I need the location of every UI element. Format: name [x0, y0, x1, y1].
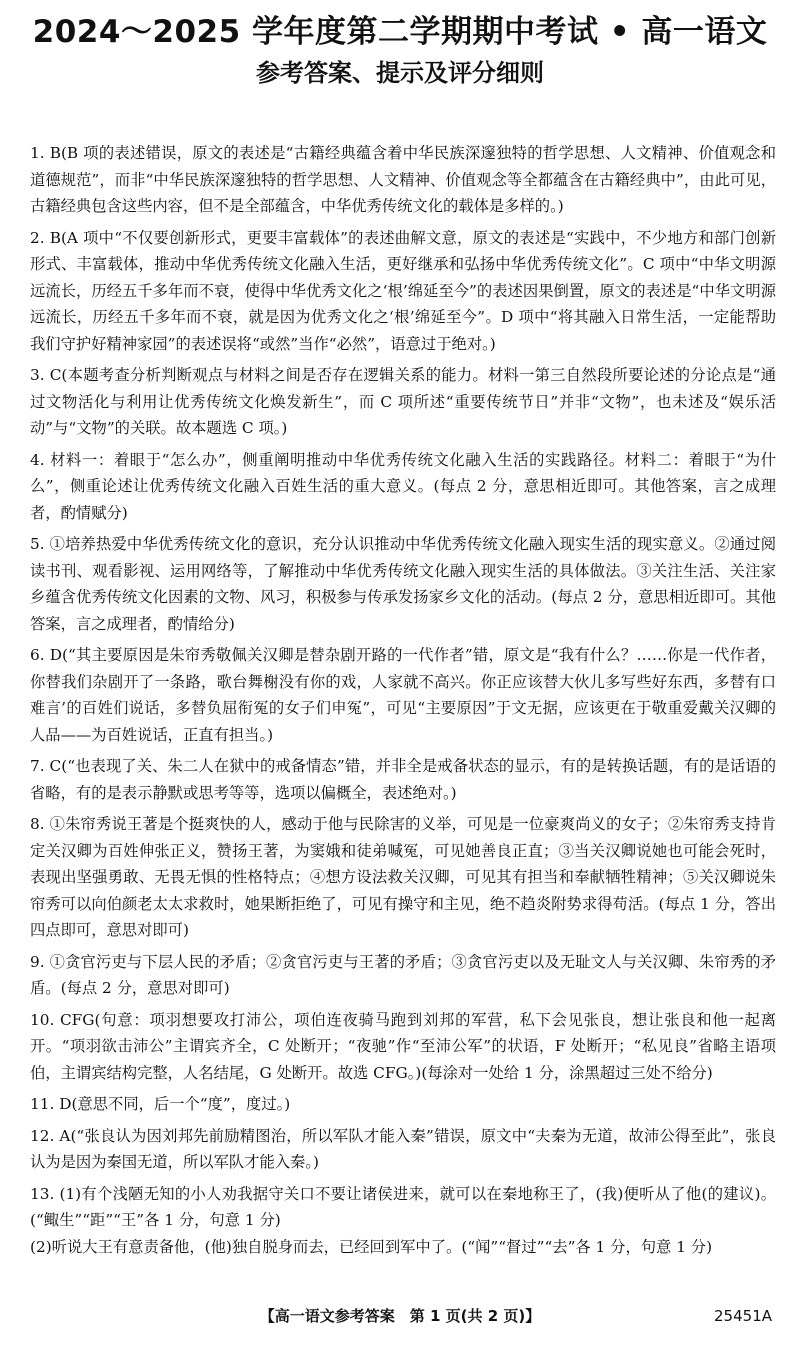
- answer-text: 6. D(“其主要原因是朱帘秀敬佩关汉卿是替杂剧开路的一代作者”错，原文是“我有什么？……你是一代作者，你替我们杂剧开了一条路，歌台舞榭没有你的戏，人家就不高兴。你正应该替大伙儿多写些好东西，多替有口难言’的百姓们说话，多替负屈衔冤的女子们申冤”，可见“主要原因”于文无据，应该更在于敬重爱戴关汉卿的人品——为百姓说话，正直有担当。): [30, 646, 776, 744]
- answer-item-11: [30, 1091, 776, 1118]
- answer-text: 5. ①培养热爱中华优秀传统文化的意识，充分认识推动中华优秀传统文化融入现实生活的现实意义。②通过阅读书刊、观看影视、运用网络等，了解推动中华优秀传统文化融入现实生活的具体做法。③关注生活、关注家乡蕴含优秀传统文化因素的文物、风习，积极参与传承发扬家乡文化的活动。(每点 2 分，意思相近即可。其他答案，言之成理者，酌情给分): [30, 535, 776, 633]
- answer-text: 1. B(B 项的表述错误，原文的表述是“古籍经典蕴含着中华民族深邃独特的哲学思想、人文精神、价值观念和道德规范”，而非“中华民族深邃独特的哲学思想、人文精神、价值观念等全都蕴含在古籍经典中”，由此可见，古籍经典包含这些内容，但不是全部蕴含，中华优秀传统文化的载体是多样的。): [30, 144, 776, 215]
- answer-text: 12. A(“张良认为因刘邦先前励精图治，所以军队才能入秦”错误，原文中“夫秦为无道，故沛公得至此”，张良认为是因为秦国无道，所以军队才能入秦。): [30, 1126, 776, 1171]
- answer-text: 10. CFG(句意：项羽想要攻打沛公，项伯连夜骑马跑到刘邦的军营，私下会见张良，想让张良和他一起离开。“项羽欲击沛公”主谓宾齐全，C 处断开；“夜驰”作“至沛公军”的状语，F 处断开；“私见良”省略主语项伯，主谓宾结构完整，人名结尾，G 处断开。故选 CFG。)(每涂对一处给 1 分，涂黑超过三处不给分): [30, 1010, 776, 1082]
- answer-item-4: [30, 447, 776, 527]
- answer-text: 11. D(意思不同，后一个“度”，度过。): [30, 1095, 291, 1113]
- answer-item-12: [30, 1123, 776, 1176]
- answer-text: 13. (1)有个浅陋无知的小人劝我据守关口不要让诸侯进来，就可以在秦地称王了，(我)便听从了他(的建议)。(“鲰生”“距”“王”各 1 分，句意 1 分): [30, 1184, 776, 1229]
- answer-list: [30, 140, 776, 1265]
- page-subtitle: 参考答案、提示及评分细则: [256, 59, 544, 87]
- answer-text: 8. ①朱帘秀说王著是个挺爽快的人，感动于他与民除害的义举，可见是一位豪爽尚义的女子；②朱帘秀支持肯定关汉卿为百姓伸张正义，赞扬王著，为窦娥和徒弟喊冤，可见她善良正直；③当关汉卿说她也可能会死时，表现出坚强勇敢、无畏无惧的性格特点；④想方设法救关汉卿，可见其有担当和奉献牺牲精神；⑤关汉卿说朱帘秀可以向伯颜老太太求救时，她果断拒绝了，可见有操守和主见，绝不趋炎附势求得苟活。(每点 1 分，答出四点即可，意思对即可): [30, 815, 776, 939]
- page-footer: [0, 1303, 800, 1329]
- footer-page-label: 【高一语文参考答案 第 1 页(共 2 页)】: [259, 1307, 541, 1325]
- answer-item-13: [30, 1181, 776, 1261]
- answer-item-8: [30, 811, 776, 944]
- footer-code: 25451A: [714, 1307, 772, 1325]
- answer-text: 9. ①贪官污吏与下层人民的矛盾；②贪官污吏与王著的矛盾；③贪官污吏以及无耻文人与关汉卿、朱帘秀的矛盾。(每点 2 分，意思对即可): [30, 952, 776, 997]
- answer-item-1: [30, 140, 776, 220]
- page-title: 2024～2025 学年度第二学期期中考试 • 高一语文: [32, 14, 768, 50]
- answer-subtext: (2)听说大王有意责备他，(他)独自脱身而去，已经回到军中了。(“闻”“督过”“去”各 1 分，句意 1 分): [30, 1237, 713, 1256]
- answer-text: 7. C(“也表现了关、朱二人在狱中的戒备情态”错，并非全是戒备状态的显示，有的是转换话题，有的是话语的省略，有的是表示静默或思考等等，选项以偏概全，表述绝对。): [30, 757, 776, 802]
- answer-item-5: [30, 531, 776, 637]
- answer-item-7: [30, 753, 776, 806]
- answer-item-9: [30, 949, 776, 1002]
- answer-text: 4. 材料一：着眼于“怎么办”，侧重阐明推动中华优秀传统文化融入生活的实践路径。材料二：着眼于“为什么”，侧重论述让优秀传统文化融入百姓生活的重大意义。(每点 2 分，意思相近即可。其他答案，言之成理者，酌情赋分): [30, 450, 776, 522]
- answer-item-3: [30, 362, 776, 442]
- answer-item-10: [30, 1007, 776, 1087]
- answer-item-2: [30, 225, 776, 358]
- answer-item-6: [30, 642, 776, 748]
- answer-text: 3. C(本题考查分析判断观点与材料之间是否存在逻辑关系的能力。材料一第三自然段所要论述的分论点是“通过文物活化与利用让优秀传统文化焕发新生”，而 C 项所述“重要传统节日”并非“文物”，也未述及“娱乐活动”与“文物”的关联。故本题选 C 项。): [30, 366, 776, 437]
- answer-text: 2. B(A 项中“不仅要创新形式，更要丰富载体”的表述曲解文意，原文的表述是“实践中，不少地方和部门创新形式、丰富载体，推动中华优秀传统文化融入生活，更好继承和弘扬中华优秀传统文化”。C 项中“中华文明源远流长，历经五千多年而不衰，使得中华优秀文化之‘根’绵延至今”的表述因果倒置，原文的表述是“中华文明源远流长，历经五千多年而不衰，就是因为优秀文化之‘根’绵延至今”。D 项中“将其融入日常生活，一定能帮助我们守护好精神家园”的表述误将“或然”当作“必然”，语意过于绝对。): [30, 228, 776, 353]
